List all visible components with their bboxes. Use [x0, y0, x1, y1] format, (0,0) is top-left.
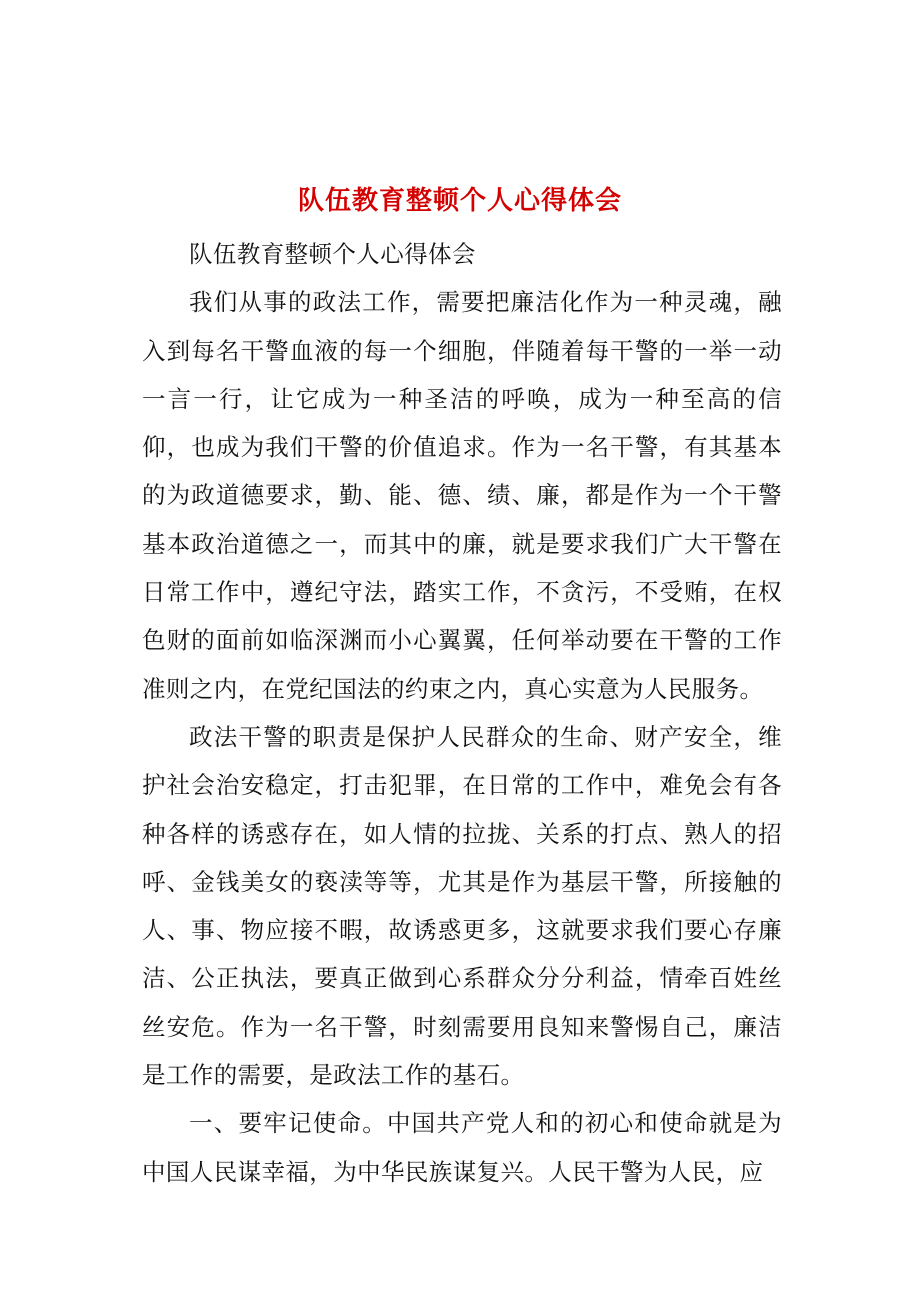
document-body	[142, 230, 782, 1196]
paragraph-mission: 一、要牢记使命。中国共产党人和的初心和使命就是为中国人民谋幸福，为中华民族谋复兴。人民干警为人民，应	[142, 1109, 782, 1186]
paragraph-subtitle: 队伍教育整顿个人心得体会	[189, 240, 476, 268]
paragraph-integrity: 我们从事的政法工作，需要把廉洁化作为一种灵魂，融入到每名干警血液的每一个细胞，伴随着每干警的一举一动一言一行，让它成为一种圣洁的呼唤，成为一种至高的信仰，也成为我们干警的价值追求。作为一名干警，有其基本的为政道德要求，勤、能、德、绩、廉，都是作为一个干警基本政治道德之一，而其中的廉，就是要求我们广大干警在日常工作中，遵纪守法，踏实工作，不贪污，不受贿，在权色财的面前如临深渊而小心翼翼，任何举动要在干警的工作准则之内，在党纪国法的约束之内，真心实意为人民服务。	[142, 288, 782, 703]
paragraph-duties: 政法干警的职责是保护人民群众的生命、财产安全，维护社会治安稳定，打击犯罪，在日常的工作中，难免会有各种各样的诱惑存在，如人情的拉拢、关系的打点、熟人的招呼、金钱美女的亵渎等等，尤其是作为基层干警，所接触的人、事、物应接不暇，故诱惑更多，这就要求我们要心存廉洁、公正执法，要真正做到心系群众分分利益，情牵百姓丝丝安危。作为一名干警，时刻需要用良知来警惕自己，廉洁是工作的需要，是政法工作的基石。	[142, 722, 782, 1090]
document-title: 队伍教育整顿个人心得体会	[297, 186, 622, 217]
